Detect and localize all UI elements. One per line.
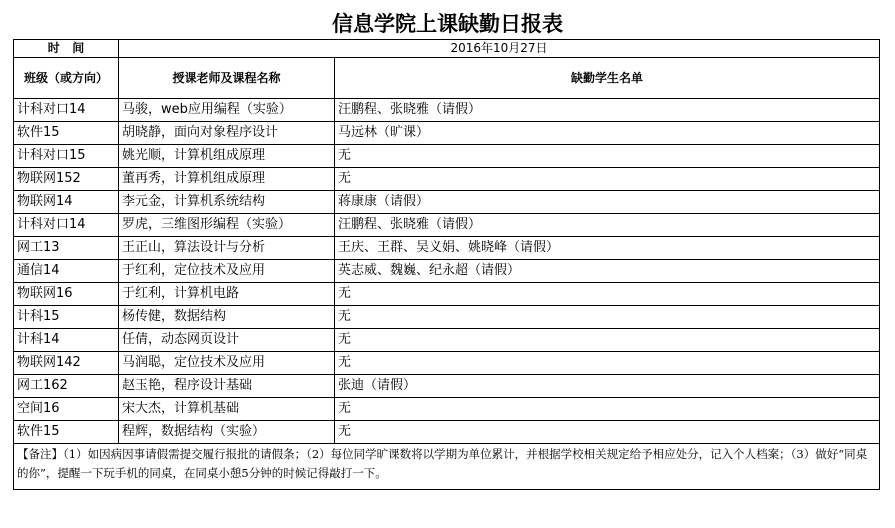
teacher-course-cell: 胡晓静，面向对象程序设计 — [119, 122, 335, 145]
teacher-course-cell: 于红利，计算机电路 — [119, 283, 335, 306]
class-cell: 网工162 — [14, 375, 119, 398]
absent-students-cell: 无 — [335, 352, 880, 375]
table-row — [14, 398, 880, 421]
time-row — [14, 40, 880, 58]
table-row — [14, 306, 880, 329]
class-cell: 物联网14 — [14, 191, 119, 214]
class-cell: 计科对口15 — [14, 145, 119, 168]
table-row — [14, 191, 880, 214]
time-label: 时 间 — [14, 40, 119, 58]
teacher-course-cell: 宋大杰，计算机基础 — [119, 398, 335, 421]
absent-students-cell: 张迪（请假） — [335, 375, 880, 398]
class-cell: 计科15 — [14, 306, 119, 329]
table-row — [14, 145, 880, 168]
table-row — [14, 168, 880, 191]
absent-students-cell: 无 — [335, 168, 880, 191]
table-row — [14, 237, 880, 260]
report-title: 信息学院上课缺勤日报表 — [332, 11, 563, 36]
table-row — [14, 260, 880, 283]
teacher-course-cell: 于红利，定位技术及应用 — [119, 260, 335, 283]
header-class: 班级（或方向） — [14, 58, 119, 99]
absent-students-cell: 王庆、王群、吴义娟、姚晓峰（请假） — [335, 237, 880, 260]
class-cell: 计科对口14 — [14, 214, 119, 237]
class-cell: 网工13 — [14, 237, 119, 260]
absent-students-cell: 无 — [335, 306, 880, 329]
class-cell: 软件15 — [14, 122, 119, 145]
table-row — [14, 283, 880, 306]
absent-students-cell: 无 — [335, 398, 880, 421]
report-date: 2016年10月27日 — [119, 40, 880, 58]
teacher-course-cell: 马骏，web应用编程（实验） — [119, 99, 335, 122]
teacher-course-cell: 王正山，算法设计与分析 — [119, 237, 335, 260]
table-row — [14, 329, 880, 352]
class-cell: 物联网152 — [14, 168, 119, 191]
table-row — [14, 375, 880, 398]
teacher-course-cell: 李元金，计算机系统结构 — [119, 191, 335, 214]
class-cell: 物联网16 — [14, 283, 119, 306]
teacher-course-cell: 马润聪，定位技术及应用 — [119, 352, 335, 375]
absent-students-cell: 无 — [335, 283, 880, 306]
header-row — [14, 58, 880, 99]
note-row — [14, 444, 880, 490]
header-absent: 缺勤学生名单 — [335, 58, 880, 99]
absent-students-cell: 英志威、魏巍、纪永超（请假） — [335, 260, 880, 283]
absent-students-cell: 蒋康康（请假） — [335, 191, 880, 214]
teacher-course-cell: 赵玉艳，程序设计基础 — [119, 375, 335, 398]
absent-students-cell: 汪鹏程、张晓雅（请假） — [335, 99, 880, 122]
teacher-course-cell: 任倩，动态网页设计 — [119, 329, 335, 352]
absent-students-cell: 无 — [335, 145, 880, 168]
note-label: 【备注】 — [17, 447, 63, 461]
class-cell: 通信14 — [14, 260, 119, 283]
teacher-course-cell: 罗虎，三维图形编程（实验） — [119, 214, 335, 237]
table-row — [14, 99, 880, 122]
teacher-course-cell: 董再秀，计算机组成原理 — [119, 168, 335, 191]
teacher-course-cell: 杨传健，数据结构 — [119, 306, 335, 329]
table-row — [14, 122, 880, 145]
note-cell — [14, 444, 880, 490]
teacher-course-cell: 姚光顺，计算机组成原理 — [119, 145, 335, 168]
class-cell: 空间16 — [14, 398, 119, 421]
table-row — [14, 421, 880, 444]
class-cell: 计科14 — [14, 329, 119, 352]
table-row — [14, 214, 880, 237]
table-row — [14, 352, 880, 375]
absent-students-cell: 无 — [335, 421, 880, 444]
attendance-table — [13, 39, 880, 490]
absent-students-cell: 汪鹏程、张晓雅（请假） — [335, 214, 880, 237]
teacher-course-cell: 程辉，数据结构（实验） — [119, 421, 335, 444]
header-teacher-course: 授课老师及课程名称 — [119, 58, 335, 99]
absent-students-cell: 无 — [335, 329, 880, 352]
class-cell: 物联网142 — [14, 352, 119, 375]
class-cell: 软件15 — [14, 421, 119, 444]
absent-students-cell: 马远林（旷课） — [335, 122, 880, 145]
class-cell: 计科对口14 — [14, 99, 119, 122]
note-text: （1）如因病因事请假需提交履行报批的请假条；（2）每位同学旷课数将以学期为单位累计，并根据学校相关规定给予相应处分，记入个人档案；（3）做好“同桌的你”，提醒一下玩手机的同桌，在同桌小憩5分钟的时候记得敲打一下。 — [17, 447, 868, 480]
